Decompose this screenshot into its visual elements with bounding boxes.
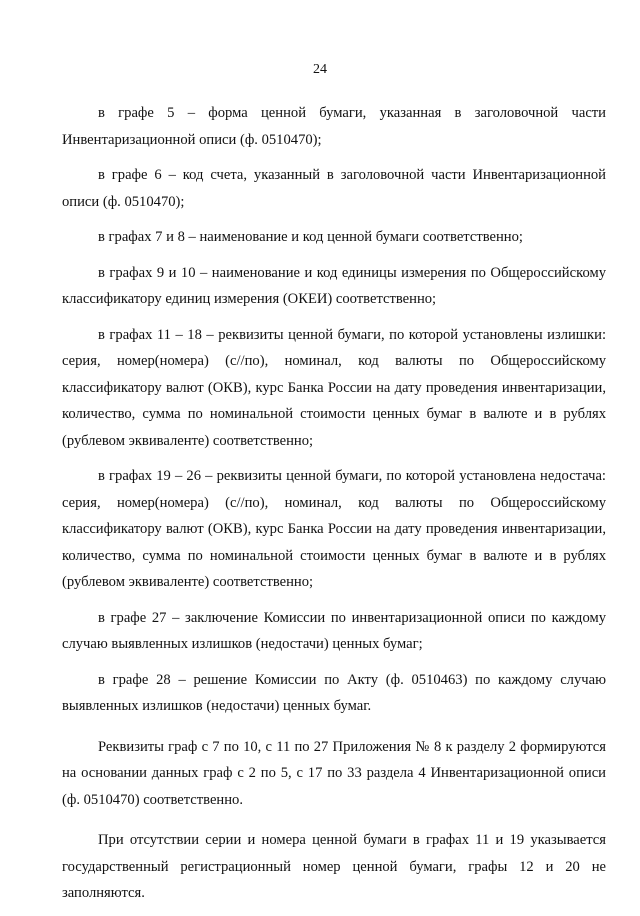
page-number: 24 [313,62,327,77]
paragraph-grafa-27: в графе 27 – заключение Комиссии по инвентаризационной описи по каждому случаю выявленных излишков (недостачи) ценных бумаг; [62,609,606,652]
document-body [62,100,606,916]
paragraph-grafy-11-18: в графах 11 – 18 – реквизиты ценной бумаги, по которой установлены излишки: серия, номер(номера) (с//по), номинал, код валюты по Общероссийскому классификатору валют (ОКВ), курс Банка России на дату проведения инвентаризации, количество, сумма по номинальной стоимости ценных бумаг в валюте и в рублях (рублевом эквиваленте) соответственно; [62,326,606,449]
paragraph-grafy-7-8: в графах 7 и 8 – наименование и код ценной бумаги соответственно; [98,229,523,245]
paragraph-grafy-19-26: в графах 19 – 26 – реквизиты ценной бумаги, по которой установлена недостача: серия, номер(номера) (с//по), номинал, код валюты по Общероссийскому классификатору валют (ОКВ), курс Банка России на дату проведения инвентаризации, количество, сумма по номинальной стоимости ценных бумаг в валюте и в рублях (рублевом эквиваленте) соответственно; [62,468,606,590]
paragraph-otsutstvie-serii: При отсутствии серии и номера ценной бумаги в графах 11 и 19 указывается государственный регистрационный номер ценной бумаги, графы 12 и 20 не заполняются. [62,832,606,901]
paragraph-rekvizity: Реквизиты граф с 7 по 10, с 11 по 27 Приложения № 8 к разделу 2 формируются на основании данных граф с 2 по 5, с 17 по 33 раздела 4 Инвентаризационной описи (ф. 0510470) соответственно. [62,738,606,808]
paragraph-grafa-5: в графе 5 – форма ценной бумаги, указанная в заголовочной части Инвентаризационной описи (ф. 0510470); [62,105,606,148]
paragraph-grafy-9-10: в графах 9 и 10 – наименование и код единицы измерения по Общероссийскому классификатору единиц измерения (ОКЕИ) соответственно; [62,264,606,307]
paragraph-grafa-28: в графе 28 – решение Комиссии по Акту (ф. 0510463) по каждому случаю выявленных излишков (недостачи) ценных бумаг. [62,671,606,714]
paragraph-grafa-6: в графе 6 – код счета, указанный в заголовочной части Инвентаризационной описи (ф. 0510470); [62,167,606,210]
